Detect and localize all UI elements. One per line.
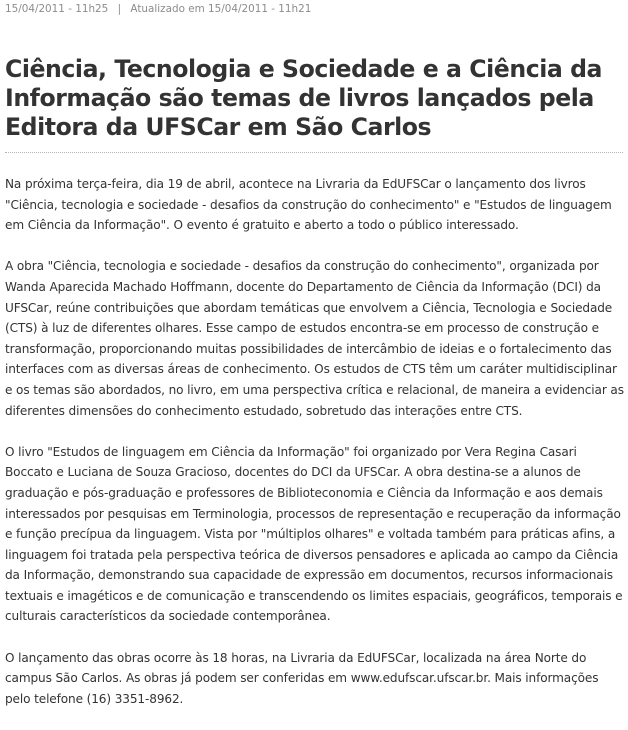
paragraph-cts-book: A obra "Ciência, tecnologia e sociedade - desafios da construção do conhecimento", organizada por Wanda Aparecida Machado Hoffmann, docente do Departamento de Ciência da Informação (DCI) da UFSCar, reúne contribuições que abordam temáticas que envolvem a Ciência, Tecnologia e Sociedade (CTS) à luz de diferentes olhares. Esse campo de estudos encontra-se em processo de construção e transformação, proporcionando muitas possibilidades de intercâmbio de ideias e o fortalecimento das interfaces com as diversas áreas de conhecimento. Os estudos de CTS têm um caráter multidisciplinar e os temas são abordados, no livro, em uma perspectiva crítica e relacional, de maneira a evidenciar as diferentes dimensões do conhecimento estudado, sobretudo das interações entre CTS.: [5, 259, 624, 418]
article-title: Ciência, Tecnologia e Sociedade e a Ciência da Informação são temas de livros lançados pela Editora da UFSCar em São Carlos: [5, 55, 603, 141]
title-divider: [5, 152, 623, 153]
paragraph-launch-info: O lançamento das obras ocorre às 18 horas, na Livraria da EdUFSCar, localizada na área Norte do campus São Carlos. As obras já podem ser conferidas em www.edufscar.ufscar.br. Mais informações pelo telefone (16) 3351-8962.: [5, 650, 599, 706]
paragraph-language-book: O livro "Estudos de linguagem em Ciência da Informação" foi organizado por Vera Regina Casari Boccato e Luciana de Souza Gracioso, docentes do DCI da UFSCar. A obra destina-se a alunos de graduação e pós-graduação e professores de Biblioteconomia e Ciência da Informação e aos demais interessados por pesquisas em Terminologia, processos de representação e recuperação da informação e função precípua da linguagem. Vista por "múltiplos olhares" e voltada também para práticas afins, a linguagem foi tratada pela perspectiva teórica de diversos pensadores e aplicada ao campo da Ciência da Informação, demonstrando sua capacidade de expressão em documentos, recursos informacionais textuais e imagéticos e de comunicação e transcendendo os limites espaciais, geográficos, temporais e culturais característicos da sociedade contemporânea.: [5, 444, 623, 624]
meta-separator: |: [117, 3, 122, 15]
article-body: [5, 174, 627, 730]
published-date: 15/04/2011 - 11h25: [5, 3, 109, 15]
paragraph-intro: Na próxima terça-feira, dia 19 de abril, acontece na Livraria da EdUFSCar o lançamento dos livros "Ciência, tecnologia e sociedade - desafios da construção do conhecimento" e "Estudos de linguagem em Ciência da Informação". O evento é gratuito e aberto a todo o público interessado.: [5, 177, 612, 233]
updated-date: Atualizado em 15/04/2011 - 11h21: [130, 3, 312, 15]
article-meta: [5, 2, 311, 16]
